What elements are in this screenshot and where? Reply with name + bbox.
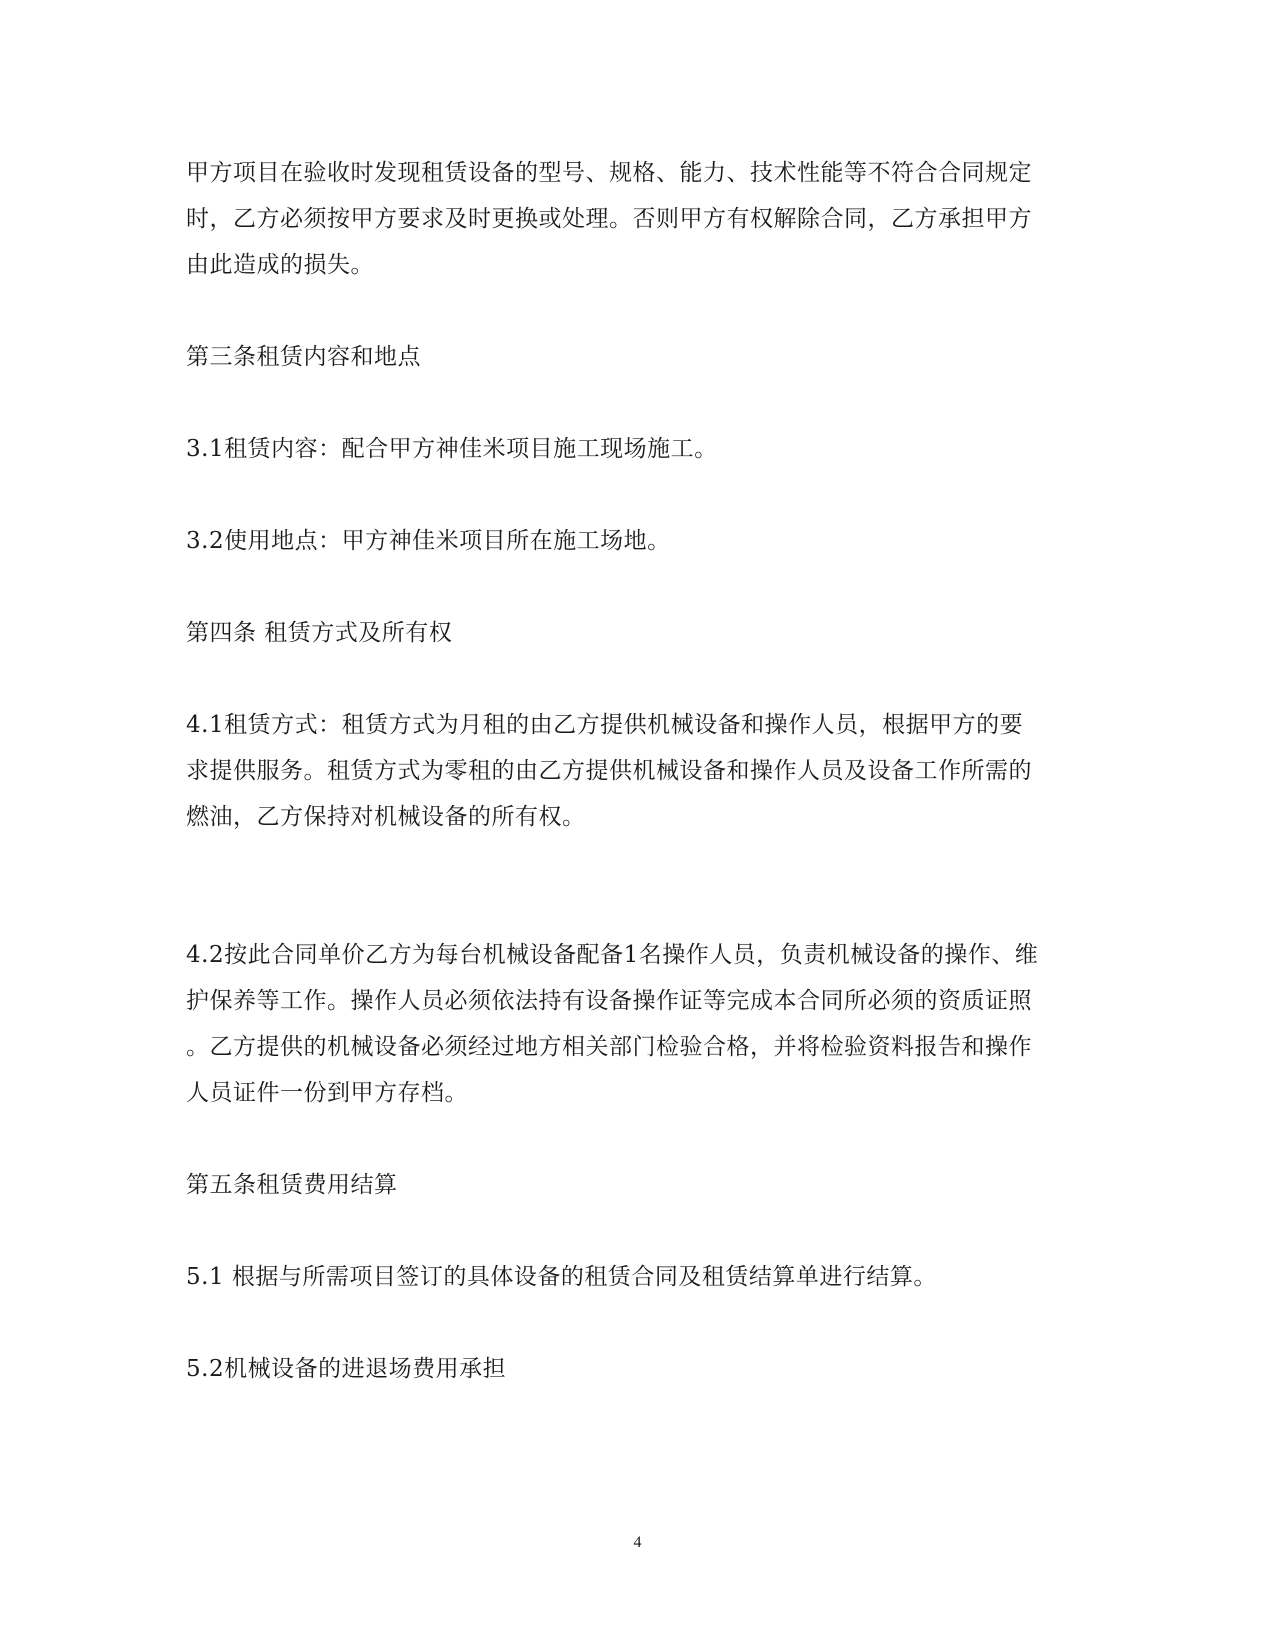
text-line: 3.2使用地点：甲方神佳米项目所在施工场地。 <box>186 528 671 554</box>
clause-3-1 <box>186 426 1086 472</box>
paragraph-acceptance <box>186 150 1086 288</box>
clause-3-2 <box>186 518 1086 564</box>
text-line: 5.1 根据与所需项目签订的具体设备的租赁合同及租赁结算单进行结算。 <box>186 1264 937 1290</box>
text-line: 甲方项目在验收时发现租赁设备的型号、规格、能力、技术性能等不符合合同规定 <box>186 160 1032 186</box>
text-line: 护保养等工作。操作人员必须依法持有设备操作证等完成本合同所必须的资质证照 <box>186 988 1032 1014</box>
clause-4-1 <box>186 702 1086 840</box>
text-line: 由此造成的损失。 <box>186 252 374 278</box>
clause-4-2 <box>186 932 1086 1116</box>
heading-text: 第四条 租赁方式及所有权 <box>186 620 453 646</box>
page-number: 4 <box>633 1534 642 1551</box>
clause-5-1 <box>186 1254 1086 1300</box>
text-line: 时，乙方必须按甲方要求及时更换或处理。否则甲方有权解除合同，乙方承担甲方 <box>186 206 1032 232</box>
section-heading-4 <box>186 610 1086 656</box>
text-line: 4.1租赁方式：租赁方式为月租的由乙方提供机械设备和操作人员，根据甲方的要 <box>186 712 1024 738</box>
clause-5-2 <box>186 1346 1086 1392</box>
text-line: 燃油，乙方保持对机械设备的所有权。 <box>186 804 586 830</box>
text-line: 人员证件一份到甲方存档。 <box>186 1080 468 1106</box>
section-heading-3 <box>186 334 1086 380</box>
text-line: 4.2按此合同单价乙方为每台机械设备配备1名操作人员，负责机械设备的操作、维 <box>186 942 1039 968</box>
heading-text: 第三条租赁内容和地点 <box>186 344 421 370</box>
text-line: 3.1租赁内容：配合甲方神佳米项目施工现场施工。 <box>186 436 718 462</box>
text-line: 。乙方提供的机械设备必须经过地方相关部门检验合格，并将检验资料报告和操作 <box>186 1034 1032 1060</box>
heading-text: 第五条租赁费用结算 <box>186 1172 398 1198</box>
section-heading-5 <box>186 1162 1086 1208</box>
text-line: 5.2机械设备的进退场费用承担 <box>186 1356 507 1382</box>
text-line: 求提供服务。租赁方式为零租的由乙方提供机械设备和操作人员及设备工作所需的 <box>186 758 1032 784</box>
